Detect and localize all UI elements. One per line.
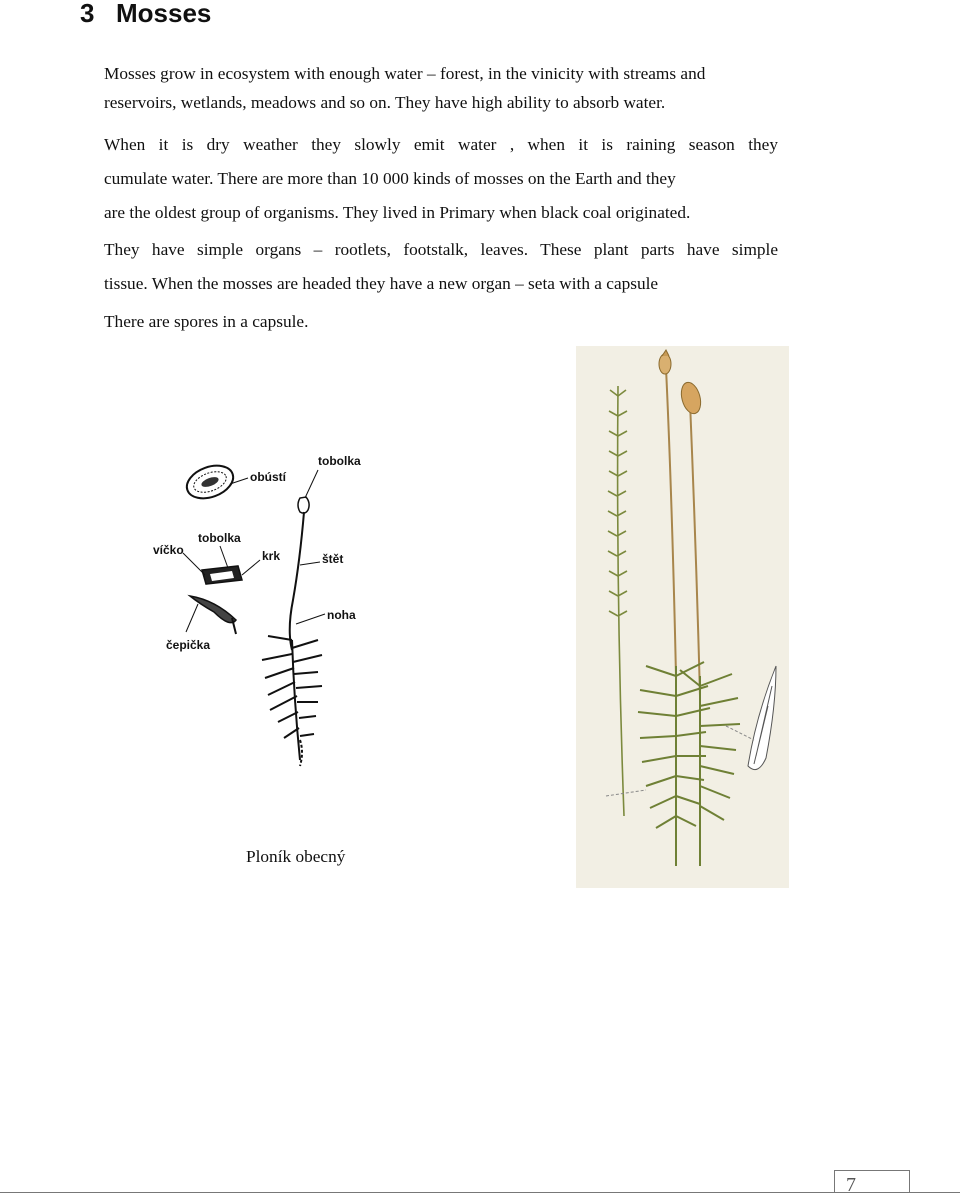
paragraph-line: are the oldest group of organisms. They lived in Primary when black coal originated. <box>104 203 691 222</box>
page-number: 7 <box>846 1174 856 1196</box>
section-title: Mosses <box>116 0 212 28</box>
footer-rule <box>0 1192 960 1193</box>
label-obusti: obústí <box>250 470 286 484</box>
label-vicko: víčko <box>153 543 184 557</box>
section-number: 3 <box>80 0 95 28</box>
leafy-shoot-illustration <box>262 636 322 766</box>
label-stet: štět <box>322 552 344 566</box>
paragraph-line: reservoirs, wetlands, meadows and so on. They have high ability to absorb water. <box>104 93 666 112</box>
paragraph-line: Mosses grow in ecosystem with enough water – forest, in the vinicity with streams and <box>104 64 706 83</box>
label-tobolka: tobolka <box>318 454 361 468</box>
capsule-illustration <box>298 497 309 513</box>
label-noha: noha <box>327 608 356 622</box>
paragraph-line: cumulate water. There are more than 10 000 kinds of mosses on the Earth and they <box>104 169 676 188</box>
seta-stalk <box>290 512 304 650</box>
paragraph-line: There are spores in a capsule. <box>104 312 309 331</box>
peristome-illustration <box>182 460 237 505</box>
label-cepicka: čepička <box>166 638 211 652</box>
figure-caption: Ploník obecný <box>246 847 346 866</box>
label-krk: krk <box>262 549 281 563</box>
section-heading <box>80 0 211 30</box>
moss-color-illustration <box>576 346 789 888</box>
calyptra-illustration <box>190 596 236 634</box>
label-tobolka-detail: tobolka <box>198 531 241 545</box>
moss-anatomy-diagram <box>140 440 380 780</box>
paragraph-line: When it is dry weather they slowly emit water , when it is raining season they <box>104 135 778 154</box>
paragraph-line: tissue. When the mosses are headed they have a new organ – seta with a capsule <box>104 274 659 293</box>
capsule-lid-illustration <box>202 566 242 584</box>
paragraph-line: They have simple organs – rootlets, footstalk, leaves. These plant parts have simple <box>104 240 778 259</box>
